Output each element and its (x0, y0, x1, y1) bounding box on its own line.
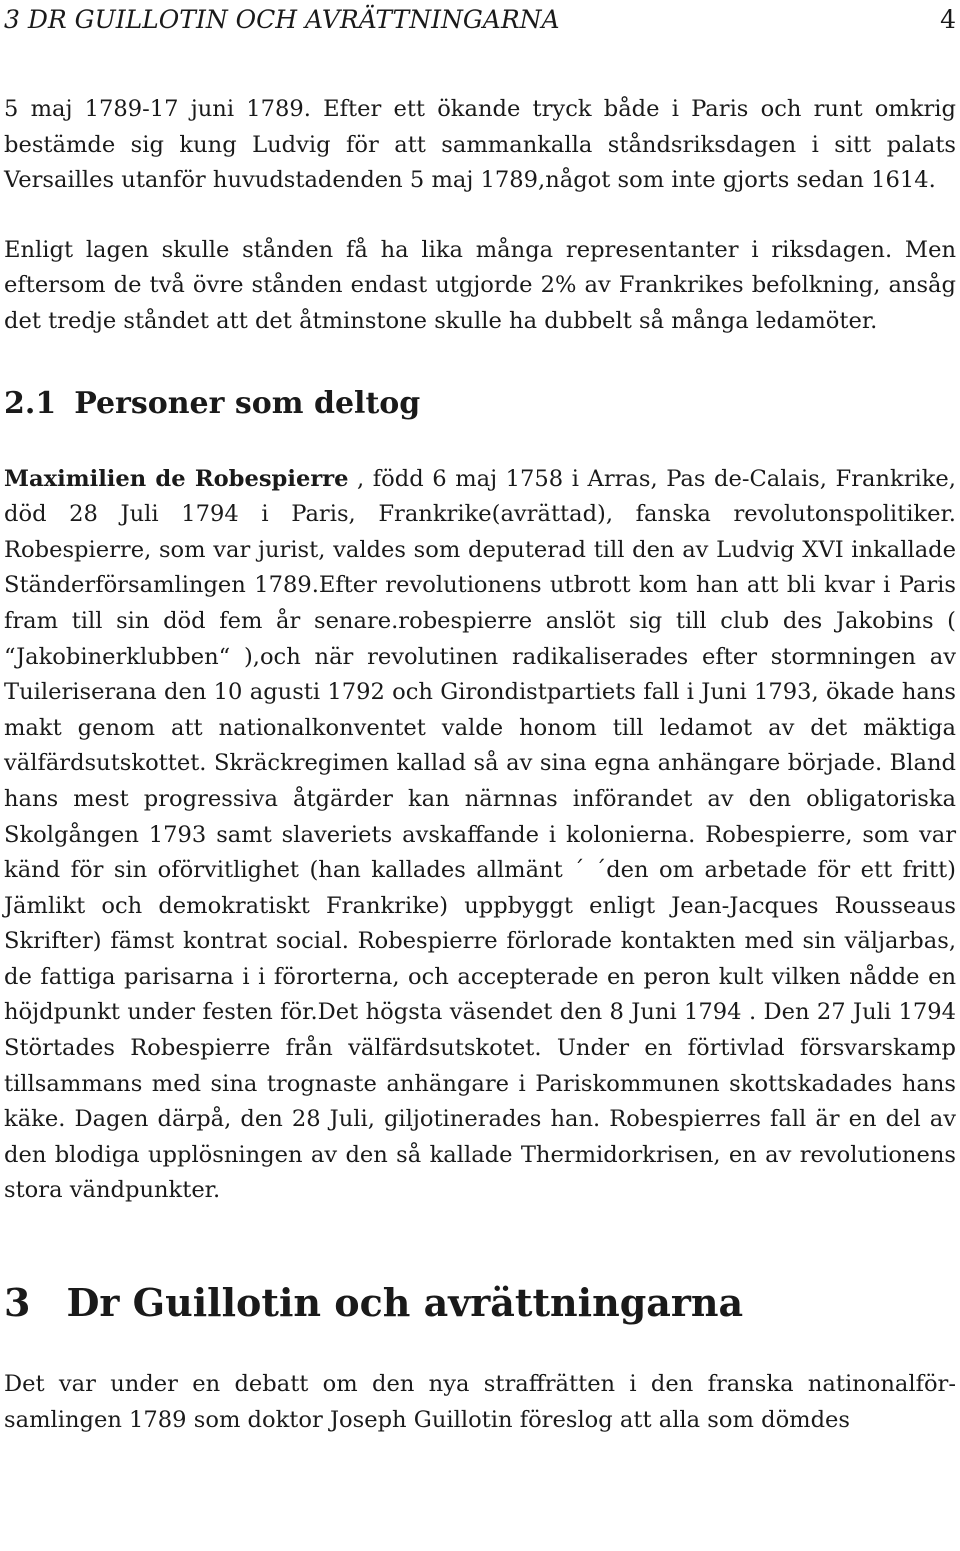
paragraph-lead-name: Maximilien de Robespierre (4, 465, 349, 492)
section-title: Dr Guillotin och avrättningarna (66, 1280, 744, 1326)
running-title: 3 DR GUILLOTIN OCH AVRÄTTNINGARNA (4, 5, 560, 34)
paragraph-representation: Enligt lagen skulle stånden få ha lika många representanter i riksdagen. Men eftersom de två övre stånden endast utgjorde 2% av Frankrikes befolkning, ansåg det tredje ståndet att det åtminstone skulle ha dubbelt så många ledamöter. (4, 236, 956, 334)
running-header (4, 0, 956, 42)
paragraph-estates-general: 5 maj 1789-17 juni 1789. Efter ett ökande tryck både i Paris och runt omkrig bestämde sig kung Ludvig för att sammankalla ståndsriksdagen i sitt palats Versailles utanför huvudstadenden 5 maj 1789,något som inte gjorts sedan 1614. (4, 96, 956, 194)
paragraph-robespierre (4, 462, 956, 1209)
page-number: 4 (940, 5, 956, 34)
subsection-title: Personer som deltog (74, 385, 421, 421)
document-page (4, 0, 956, 1438)
paragraph-robespierre-text: , född 6 maj 1758 i Arras, Pas de-Calais, Frankrike, död 28 Juli 1794 i Paris, Frankrike(avrättad), fanska revolutonspolitiker. Robespierre, som var jurist, valdes som deputerad till den av Ludvig XVI inkallade Ständerförsamlingen 1789.Efter revolutionens utbrott kom han att bli kvar i Paris fram till sin död fem år senare.robespierre anslöt sig till club des Jakobins ( “Jakobinerklubben“ ),och när revolutinen radikaliserades efter stormningen av Tuileriserana den 10 agusti 1792 och Girondistpartiets fall i Juni 1793, ökade hans makt genom att nationalkonventet valde honom till ledamot av det mäktiga välfärdsutskottet. Skräckregimen kallad så av sina egna anhängare började. Bland hans mest progressiva åtgärder kan närnnas införandet av den obligatoriska Skolgången 1793 samt slaveriets avskaffande i kolonierna. Robespierre, som var känd för sin oförvitlighet (han kallades allmänt ´ ´den om arbetade för ett fritt) Jämlikt och demokratiskt Frankrike) uppbyggt enligt Jean-Jacques Rousseaus Skrifter) fämst kontrat social. Robespierre förlorade kontakten med sin väljarbas, de fattiga parisarna i i förorterna, och accepterade en peron kult vilken nådde en höjdpunkt under festen för.Det högsta väsendet den 8 Juni 1794 . Den 27 Juli 1794 Störtades Robespierre från välfärdsutskotet. Under en förtivlad försvarskamp tillsammans med sina trognaste anhängare i Pariskommunen skottskadades hans käke. Dagen därpå, den 28 Juli, giljotinerades han. Robespierres fall är en del av den blodiga upplösningen av den så kallade Thermidorkrisen, en av revolutionens stora vändpunkter. (4, 465, 956, 1204)
section-number: 3 (4, 1280, 31, 1326)
subsection-heading (4, 384, 956, 424)
paragraph-guillotin: Det var under en debatt om den nya straffrätten i den franska natinonalförsamlingen 1789 som doktor Joseph Guillotin föreslog att alla som dömdes (4, 1371, 956, 1433)
section-heading (4, 1279, 956, 1327)
subsection-number: 2.1 (4, 385, 57, 421)
